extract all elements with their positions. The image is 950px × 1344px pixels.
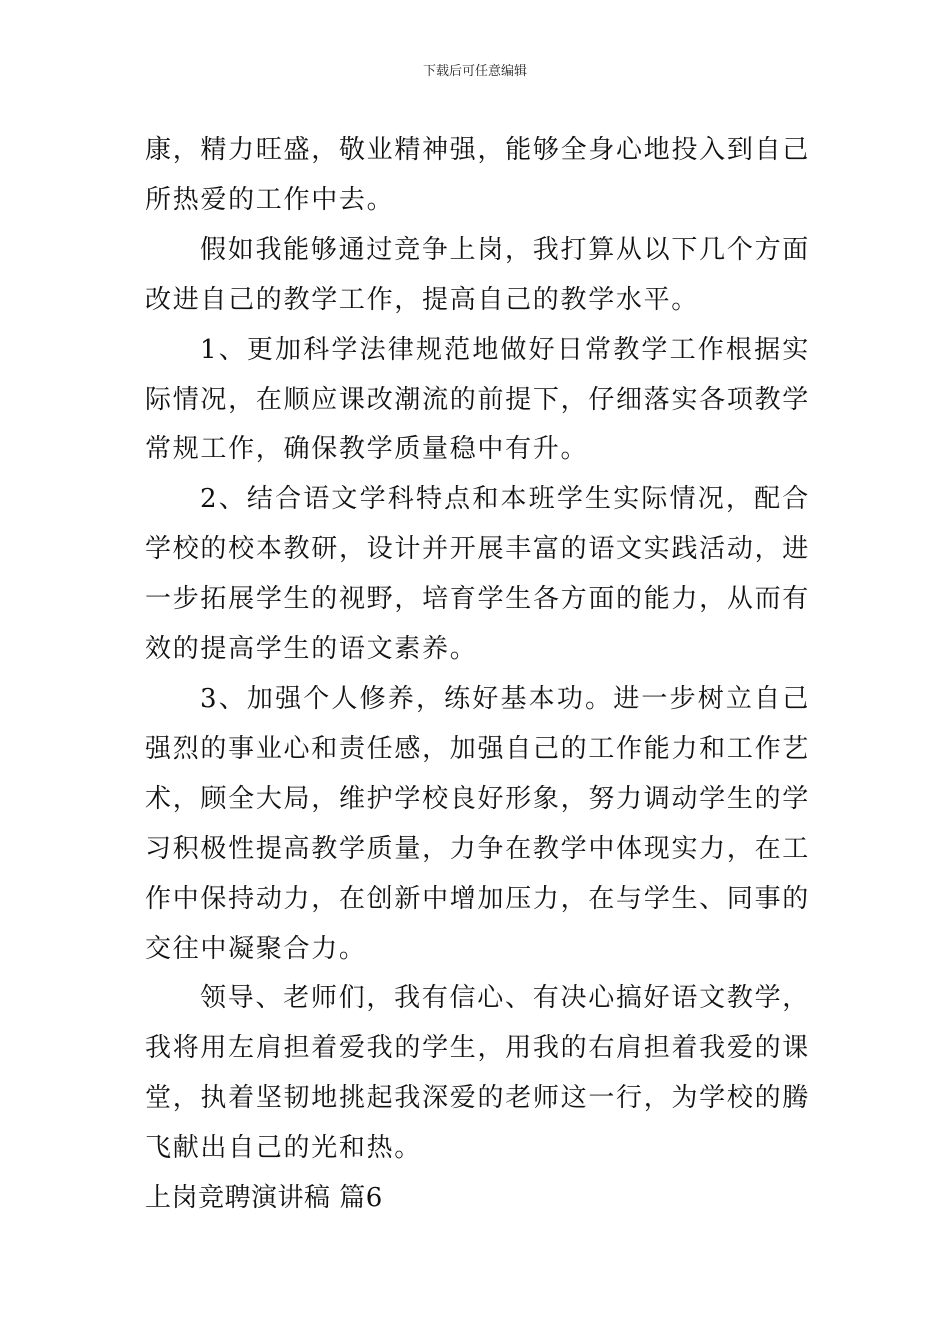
header-note: 下载后可任意编辑	[422, 64, 527, 79]
paragraph-closing: 领导、老师们，我有信心、有决心搞好语文教学，我将用左肩担着爱我的学生，用我的右肩担着我爱的课堂，执着坚韧地挑起我深爱的老师这一行，为学校的腾飞献出自己的光和热。	[145, 983, 810, 1164]
paragraph-point-3: 3、加强个人修养，练好基本功。进一步树立自己强烈的事业心和责任感，加强自己的工作能力和工作艺术，顾全大局，维护学校良好形象，努力调动学生的学习积极性提高教学质量，力争在教学中体现实力，在工作中保持动力，在创新中增加压力，在与学生、同事的交往中凝聚合力。	[145, 683, 810, 964]
section-heading: 上岗竞聘演讲稿 篇6	[145, 1183, 383, 1214]
paragraph-point-1: 1、更加科学法律规范地做好日常教学工作根据实际情况，在顺应课改潮流的前提下，仔细落实各项教学常规工作，确保教学质量稳中有升。	[145, 334, 810, 465]
paragraph-point-2: 2、结合语文学科特点和本班学生实际情况，配合学校的校本教研，设计并开展丰富的语文实践活动，进一步拓展学生的视野，培育学生各方面的能力，从而有效的提高学生的语文素养。	[145, 484, 810, 665]
paragraph-continued: 康，精力旺盛，敬业精神强，能够全身心地投入到自己所热爱的工作中去。	[145, 135, 810, 215]
paragraph-plan-intro: 假如我能够通过竞争上岗，我打算从以下几个方面改进自己的教学工作，提高自己的教学水平。	[145, 234, 810, 315]
document-body	[145, 126, 810, 1224]
